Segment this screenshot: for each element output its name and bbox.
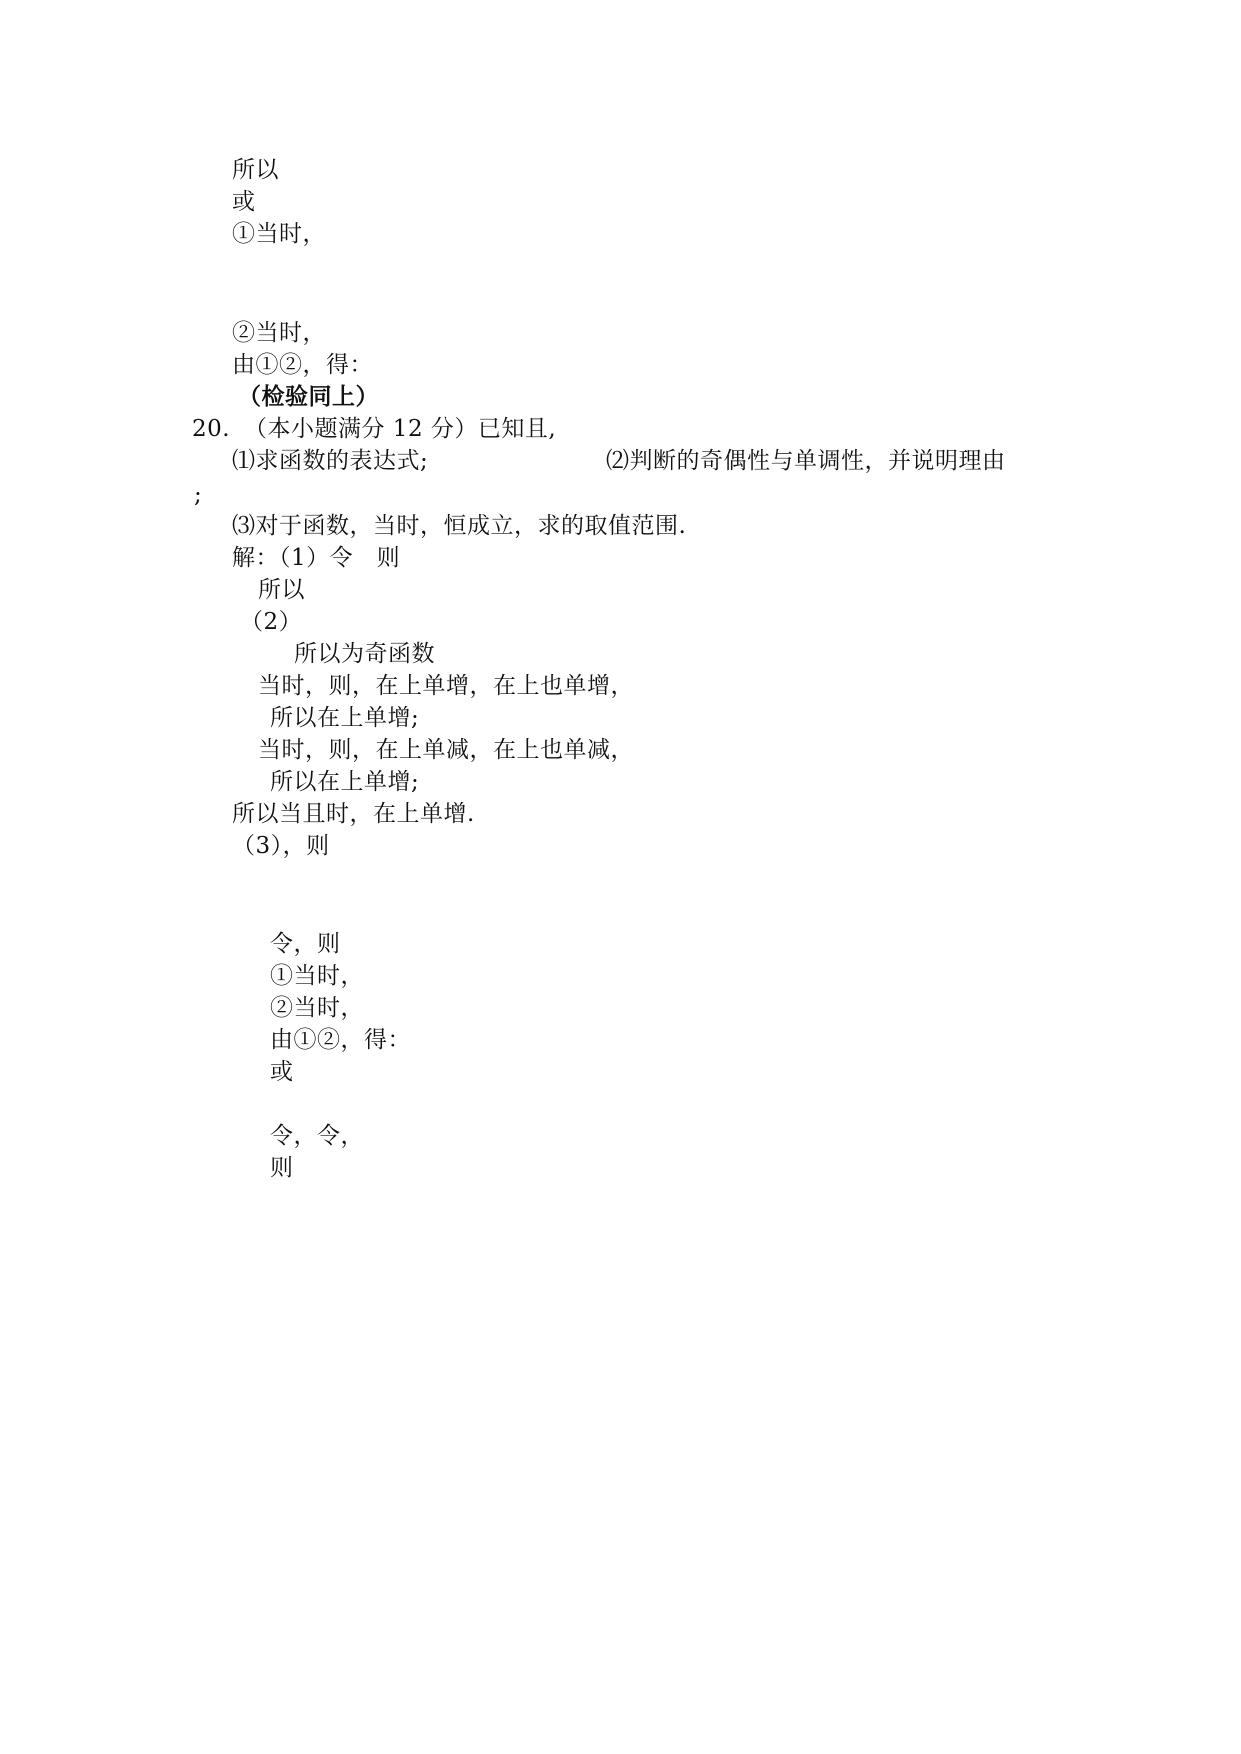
solution-line: 令，则	[270, 931, 341, 957]
text-line-conclusion: 由①②，得：	[232, 352, 373, 378]
solution-line: 由①②，得：	[270, 1027, 411, 1053]
solution-line: （2）	[240, 609, 303, 635]
verification-note: （检验同上）	[238, 384, 379, 410]
question-header: （本小题满分 12 分）已知且,	[244, 416, 557, 442]
question-number: 20.	[192, 416, 231, 442]
solution-line: ①当时，	[270, 963, 364, 989]
question-part1: ⑴求函数的表达式;	[232, 448, 429, 474]
text-line-case1: ①当时，	[232, 221, 326, 247]
solution-line: 当时，则，在上单减，在上也单减，	[258, 737, 634, 763]
solution-line: 解：（1）令 则	[232, 545, 401, 571]
solution-line: ②当时，	[270, 995, 364, 1021]
solution-line: 则	[270, 1155, 294, 1181]
solution-line: 所以	[258, 577, 305, 603]
question-part3: ⑶对于函数，当时，恒成立，求的取值范围.	[232, 513, 687, 539]
solution-line: 所以在上单增;	[270, 705, 420, 731]
solution-line: 所以在上单增;	[270, 769, 420, 795]
text-line-case2: ②当时，	[232, 320, 326, 346]
solution-line: 所以为奇函数	[294, 641, 435, 667]
solution-line: （3），则	[232, 833, 330, 859]
text-line-suoyi: 所以	[232, 157, 279, 183]
solution-line: 令，令，	[270, 1123, 364, 1149]
question-part2: ⑵判断的奇偶性与单调性，并说明理由	[606, 448, 1006, 474]
solution-line: 当时，则，在上单增，在上也单增，	[258, 673, 634, 699]
solution-line: 或	[270, 1059, 294, 1085]
solution-line: 所以当且时，在上单增.	[232, 801, 475, 827]
text-line-huo: 或	[232, 189, 256, 215]
question-part2-continuation: ;	[194, 482, 203, 508]
